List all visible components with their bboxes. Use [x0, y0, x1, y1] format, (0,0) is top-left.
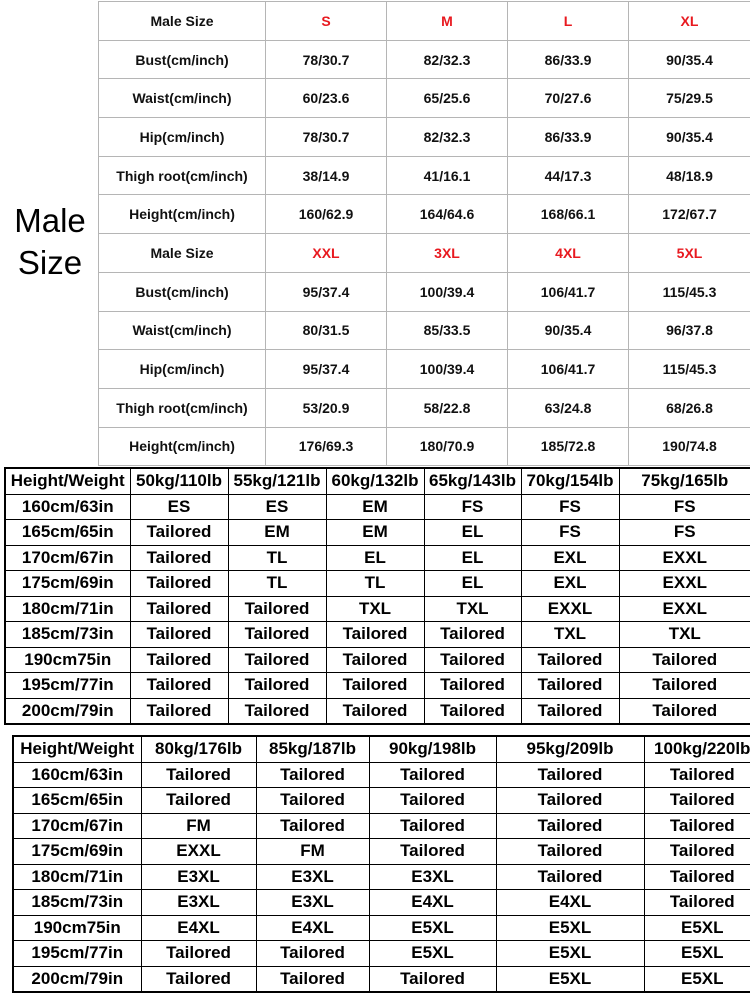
size-recommendation: E3XL	[141, 864, 256, 890]
size-recommendation: Tailored	[644, 839, 750, 865]
weight-header-cell: 75kg/165lb	[619, 468, 750, 494]
size-recommendation: Tailored	[521, 647, 619, 673]
size-recommendation: E4XL	[141, 915, 256, 941]
height-label: 180cm/71in	[5, 596, 130, 622]
height-row	[13, 966, 750, 992]
size-recommendation: E3XL	[256, 864, 369, 890]
measurement-value: 41/16.1	[387, 156, 508, 195]
measurement-row	[99, 195, 750, 234]
measurement-row	[99, 272, 750, 311]
measurement-row	[99, 118, 750, 157]
height-row	[5, 520, 750, 546]
measurement-row	[99, 388, 750, 427]
size-recommendation: Tailored	[644, 864, 750, 890]
height-label: 190cm75in	[13, 915, 141, 941]
size-recommendation: EXXL	[141, 839, 256, 865]
measurement-value: 53/20.9	[266, 388, 387, 427]
height-label: 180cm/71in	[13, 864, 141, 890]
height-label: 195cm/77in	[13, 941, 141, 967]
size-recommendation: Tailored	[130, 698, 228, 724]
size-recommendation: Tailored	[369, 762, 496, 788]
measurement-value: 63/24.8	[508, 388, 629, 427]
size-recommendation: TXL	[326, 596, 424, 622]
size-recommendation: Tailored	[141, 762, 256, 788]
size-recommendation: E4XL	[496, 890, 644, 916]
height-label: 190cm75in	[5, 647, 130, 673]
size-recommendation: Tailored	[256, 788, 369, 814]
measurement-value: 70/27.6	[508, 79, 629, 118]
height-row	[5, 596, 750, 622]
measurement-value: 90/35.4	[629, 118, 750, 157]
height-row	[5, 622, 750, 648]
size-header-label: Male Size	[99, 2, 266, 41]
size-recommendation: Tailored	[256, 762, 369, 788]
measurement-value: 58/22.8	[387, 388, 508, 427]
size-recommendation: Tailored	[369, 788, 496, 814]
measurement-value: 100/39.4	[387, 272, 508, 311]
size-recommendation: Tailored	[130, 673, 228, 699]
measurement-value: 168/66.1	[508, 195, 629, 234]
measurement-value: 90/35.4	[508, 311, 629, 350]
size-recommendation: Tailored	[326, 647, 424, 673]
size-header-cell: 5XL	[629, 234, 750, 273]
height-row	[5, 494, 750, 520]
size-recommendation: FS	[619, 520, 750, 546]
size-recommendation: Tailored	[256, 966, 369, 992]
size-recommendation: Tailored	[424, 647, 521, 673]
size-recommendation: Tailored	[619, 673, 750, 699]
section-title	[6, 200, 94, 284]
measurement-value: 106/41.7	[508, 350, 629, 389]
size-recommendation: EM	[326, 520, 424, 546]
size-recommendation: Tailored	[228, 698, 326, 724]
size-recommendation: FS	[521, 494, 619, 520]
size-recommendation: EM	[228, 520, 326, 546]
weight-header-row	[5, 468, 750, 494]
weight-header-cell: 50kg/110lb	[130, 468, 228, 494]
size-recommendation: FS	[521, 520, 619, 546]
height-label: 175cm/69in	[5, 571, 130, 597]
size-recommendation: Tailored	[424, 698, 521, 724]
size-header-cell: 4XL	[508, 234, 629, 273]
size-recommendation: Tailored	[141, 788, 256, 814]
size-header-cell: 3XL	[387, 234, 508, 273]
size-recommendation: Tailored	[496, 788, 644, 814]
size-header-cell: M	[387, 2, 508, 41]
measurement-label: Hip(cm/inch)	[99, 350, 266, 389]
size-recommendation: FM	[141, 813, 256, 839]
height-weight-header: Height/Weight	[5, 468, 130, 494]
height-label: 165cm/65in	[5, 520, 130, 546]
measurement-value: 164/64.6	[387, 195, 508, 234]
height-row	[5, 647, 750, 673]
measurement-value: 82/32.3	[387, 40, 508, 79]
size-header-row	[99, 2, 750, 41]
measurement-value: 185/72.8	[508, 427, 629, 466]
measurement-value: 96/37.8	[629, 311, 750, 350]
size-recommendation: TXL	[619, 622, 750, 648]
height-row	[13, 839, 750, 865]
size-recommendation: E4XL	[256, 915, 369, 941]
measurement-value: 68/26.8	[629, 388, 750, 427]
measurement-value: 95/37.4	[266, 272, 387, 311]
height-label: 195cm/77in	[5, 673, 130, 699]
height-label: 170cm/67in	[13, 813, 141, 839]
measurement-value: 60/23.6	[266, 79, 387, 118]
size-recommendation: FM	[256, 839, 369, 865]
size-recommendation: Tailored	[369, 839, 496, 865]
height-label: 160cm/63in	[13, 762, 141, 788]
size-recommendation: EXXL	[619, 545, 750, 571]
measurement-label: Thigh root(cm/inch)	[99, 156, 266, 195]
measurement-label: Thigh root(cm/inch)	[99, 388, 266, 427]
measurement-value: 172/67.7	[629, 195, 750, 234]
measurement-value: 176/69.3	[266, 427, 387, 466]
size-recommendation: Tailored	[130, 622, 228, 648]
height-weight-header: Height/Weight	[13, 736, 141, 762]
size-recommendation: ES	[228, 494, 326, 520]
size-recommendation: Tailored	[521, 673, 619, 699]
size-header-cell: XL	[629, 2, 750, 41]
height-label: 175cm/69in	[13, 839, 141, 865]
height-weight-table-2	[12, 735, 750, 993]
height-row	[13, 762, 750, 788]
weight-header-cell: 65kg/143lb	[424, 468, 521, 494]
height-row	[5, 698, 750, 724]
measurement-value: 44/17.3	[508, 156, 629, 195]
size-recommendation: E3XL	[141, 890, 256, 916]
measurement-label: Waist(cm/inch)	[99, 79, 266, 118]
weight-header-cell: 70kg/154lb	[521, 468, 619, 494]
size-recommendation: EL	[424, 520, 521, 546]
measurement-row	[99, 79, 750, 118]
measurement-value: 78/30.7	[266, 40, 387, 79]
height-label: 200cm/79in	[5, 698, 130, 724]
size-header-row	[99, 234, 750, 273]
size-recommendation: TXL	[424, 596, 521, 622]
size-recommendation: Tailored	[256, 941, 369, 967]
height-row	[13, 788, 750, 814]
measurement-value: 82/32.3	[387, 118, 508, 157]
size-recommendation: Tailored	[326, 673, 424, 699]
measurement-value: 100/39.4	[387, 350, 508, 389]
size-recommendation: Tailored	[228, 596, 326, 622]
size-recommendation: Tailored	[256, 813, 369, 839]
size-recommendation: Tailored	[424, 622, 521, 648]
size-recommendation: EM	[326, 494, 424, 520]
measurement-value: 38/14.9	[266, 156, 387, 195]
size-recommendation: Tailored	[326, 698, 424, 724]
size-recommendation: EL	[424, 571, 521, 597]
weight-header-cell: 60kg/132lb	[326, 468, 424, 494]
measurement-row	[99, 156, 750, 195]
measurement-value: 75/29.5	[629, 79, 750, 118]
size-recommendation: EXXL	[521, 596, 619, 622]
size-recommendation: Tailored	[619, 698, 750, 724]
height-row	[13, 813, 750, 839]
size-recommendation: Tailored	[496, 762, 644, 788]
measurement-value: 85/33.5	[387, 311, 508, 350]
size-recommendation: Tailored	[644, 788, 750, 814]
height-label: 160cm/63in	[5, 494, 130, 520]
height-row	[13, 915, 750, 941]
height-row	[5, 673, 750, 699]
size-recommendation: Tailored	[644, 762, 750, 788]
size-recommendation: Tailored	[130, 647, 228, 673]
measurement-value: 106/41.7	[508, 272, 629, 311]
size-recommendation: Tailored	[496, 839, 644, 865]
measurement-value: 78/30.7	[266, 118, 387, 157]
size-recommendation: Tailored	[130, 571, 228, 597]
size-recommendation: E5XL	[644, 915, 750, 941]
size-recommendation: E5XL	[496, 915, 644, 941]
size-recommendation: FS	[619, 494, 750, 520]
size-header-cell: S	[266, 2, 387, 41]
height-row	[13, 864, 750, 890]
weight-header-row	[13, 736, 750, 762]
height-label: 185cm/73in	[5, 622, 130, 648]
size-recommendation: Tailored	[228, 673, 326, 699]
size-recommendation: EXXL	[619, 571, 750, 597]
size-recommendation: EXL	[521, 571, 619, 597]
measurement-row	[99, 311, 750, 350]
size-recommendation: Tailored	[644, 813, 750, 839]
size-recommendation: Tailored	[228, 622, 326, 648]
size-header-cell: XXL	[266, 234, 387, 273]
size-recommendation: Tailored	[326, 622, 424, 648]
section-title-text: Male Size	[14, 202, 86, 281]
size-recommendation: Tailored	[424, 673, 521, 699]
height-label: 185cm/73in	[13, 890, 141, 916]
size-recommendation: TL	[326, 571, 424, 597]
size-recommendation: Tailored	[130, 545, 228, 571]
size-recommendation: TL	[228, 571, 326, 597]
height-label: 170cm/67in	[5, 545, 130, 571]
weight-header-cell: 85kg/187lb	[256, 736, 369, 762]
size-recommendation: Tailored	[496, 813, 644, 839]
measurement-value: 65/25.6	[387, 79, 508, 118]
measurement-row	[99, 427, 750, 466]
size-recommendation: ES	[130, 494, 228, 520]
size-recommendation: Tailored	[496, 864, 644, 890]
weight-header-cell: 100kg/220lb	[644, 736, 750, 762]
height-label: 165cm/65in	[13, 788, 141, 814]
measurement-label: Bust(cm/inch)	[99, 40, 266, 79]
size-recommendation: Tailored	[619, 647, 750, 673]
size-recommendation: EL	[326, 545, 424, 571]
measurement-value: 115/45.3	[629, 272, 750, 311]
size-recommendation: E4XL	[369, 890, 496, 916]
weight-header-cell: 55kg/121lb	[228, 468, 326, 494]
size-header-cell: L	[508, 2, 629, 41]
weight-header-cell: 90kg/198lb	[369, 736, 496, 762]
size-recommendation: E3XL	[369, 864, 496, 890]
height-row	[5, 571, 750, 597]
size-recommendation: TL	[228, 545, 326, 571]
measurement-value: 160/62.9	[266, 195, 387, 234]
size-recommendation: Tailored	[130, 520, 228, 546]
size-recommendation: E5XL	[644, 966, 750, 992]
size-recommendation: EXL	[521, 545, 619, 571]
size-recommendation: Tailored	[644, 890, 750, 916]
height-row	[13, 941, 750, 967]
size-recommendation: E5XL	[496, 941, 644, 967]
measurement-value: 180/70.9	[387, 427, 508, 466]
height-weight-table-1	[4, 467, 750, 725]
size-recommendation: E5XL	[369, 915, 496, 941]
measurement-value: 86/33.9	[508, 118, 629, 157]
measurement-value: 86/33.9	[508, 40, 629, 79]
measurement-value: 90/35.4	[629, 40, 750, 79]
size-recommendation: EL	[424, 545, 521, 571]
size-recommendation: E5XL	[496, 966, 644, 992]
size-chart-table	[98, 1, 750, 466]
height-row	[5, 545, 750, 571]
size-recommendation: Tailored	[521, 698, 619, 724]
size-recommendation: Tailored	[228, 647, 326, 673]
measurement-label: Height(cm/inch)	[99, 427, 266, 466]
measurement-value: 190/74.8	[629, 427, 750, 466]
measurement-value: 80/31.5	[266, 311, 387, 350]
measurement-label: Height(cm/inch)	[99, 195, 266, 234]
size-recommendation: Tailored	[369, 813, 496, 839]
height-row	[13, 890, 750, 916]
size-recommendation: EXXL	[619, 596, 750, 622]
measurement-label: Bust(cm/inch)	[99, 272, 266, 311]
weight-header-cell: 80kg/176lb	[141, 736, 256, 762]
measurement-row	[99, 40, 750, 79]
size-recommendation: E3XL	[256, 890, 369, 916]
size-recommendation: TXL	[521, 622, 619, 648]
measurement-label: Waist(cm/inch)	[99, 311, 266, 350]
measurement-value: 115/45.3	[629, 350, 750, 389]
measurement-label: Hip(cm/inch)	[99, 118, 266, 157]
measurement-value: 48/18.9	[629, 156, 750, 195]
size-recommendation: Tailored	[130, 596, 228, 622]
size-recommendation: Tailored	[141, 941, 256, 967]
size-recommendation: E5XL	[369, 941, 496, 967]
size-recommendation: Tailored	[369, 966, 496, 992]
weight-header-cell: 95kg/209lb	[496, 736, 644, 762]
measurement-row	[99, 350, 750, 389]
height-label: 200cm/79in	[13, 966, 141, 992]
size-header-label: Male Size	[99, 234, 266, 273]
measurement-value: 95/37.4	[266, 350, 387, 389]
size-recommendation: FS	[424, 494, 521, 520]
size-recommendation: E5XL	[644, 941, 750, 967]
size-recommendation: Tailored	[141, 966, 256, 992]
